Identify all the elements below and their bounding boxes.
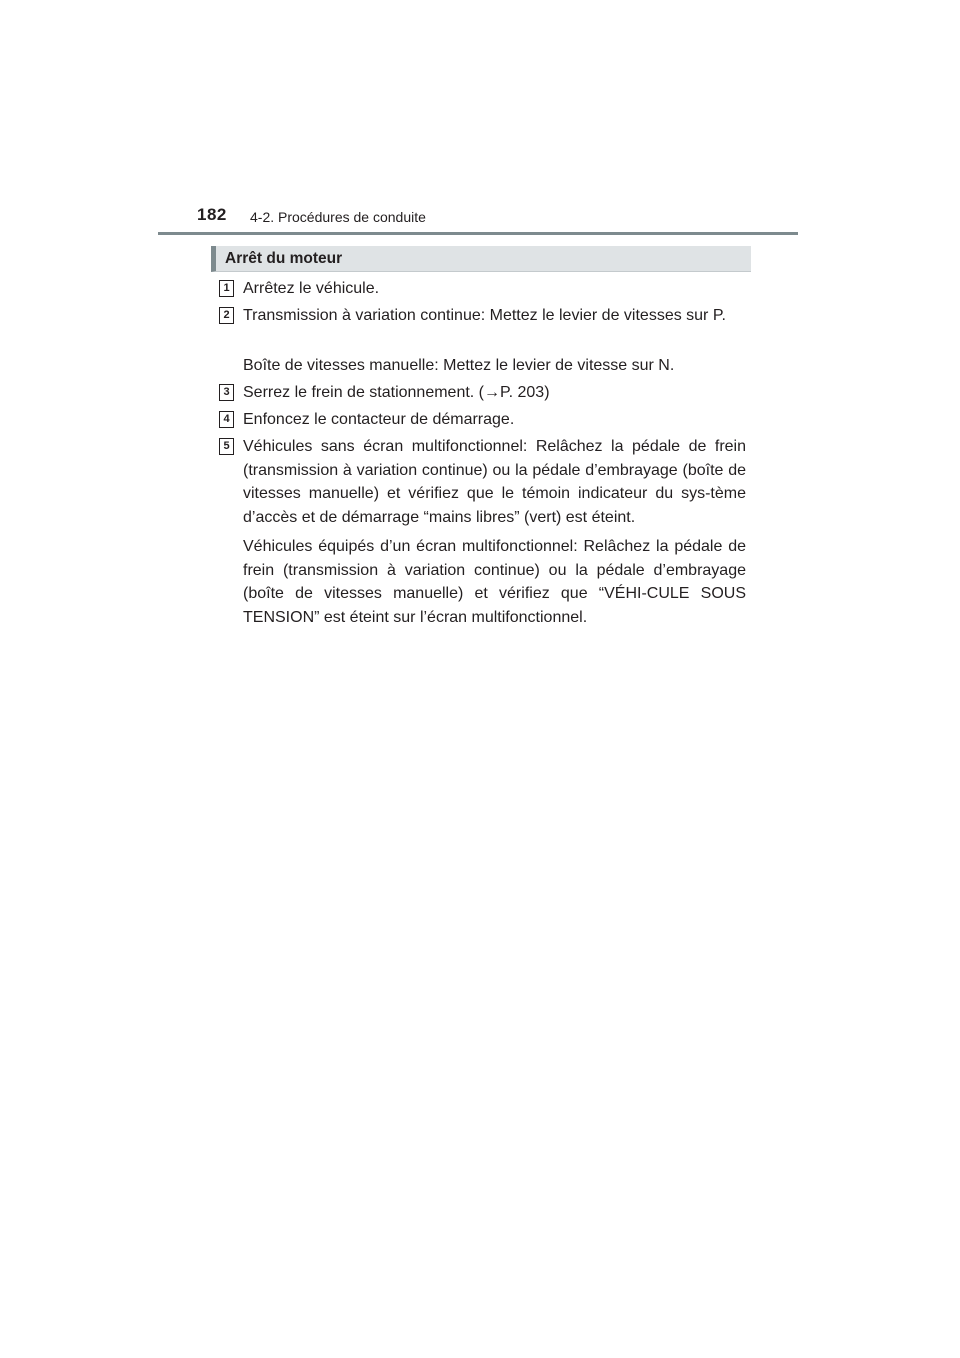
step-2-subtext: Boîte de vitesses manuelle: Mettez le levier de vitesse sur N. — [243, 357, 675, 374]
step-3-text: Serrez le frein de stationnement. (→P. 203) — [243, 384, 550, 401]
step-5-subtext: Véhicules équipés d’un écran multifonctionnel: Relâchez la pédale de frein (transmission à variation continue) ou la pédale d’embrayage (boîte de vitesses manuelle) et vérifiez que “VÉHI-CULE SOUS TENSION” est éteint sur l’écran multifonctionnel. — [243, 538, 746, 626]
step-3-badge: 3 — [219, 384, 234, 401]
step-1-badge: 1 — [219, 280, 234, 297]
header-divider — [158, 232, 798, 235]
step-5-text: Véhicules sans écran multifonctionnel: Relâchez la pédale de frein (transmission à variation continue) ou la pédale d’embrayage (boîte de vitesses manuelle) et vérifiez que le témoin indicateur du sys-tème d’accès et de démarrage “mains libres” (vert) est éteint. — [243, 438, 746, 526]
step-1-text: Arrêtez le véhicule. — [243, 280, 380, 297]
step-2-badge: 2 — [219, 307, 234, 324]
section-heading-text: Arrêt du moteur — [225, 250, 343, 267]
step-2-text: Transmission à variation continue: Mettez le levier de vitesses sur P. — [243, 307, 726, 324]
step-5-badge: 5 — [219, 438, 234, 455]
step-4-badge: 4 — [219, 411, 234, 428]
page-number: 182 — [197, 205, 227, 224]
section-heading — [211, 246, 751, 272]
step-4-text: Enfoncez le contacteur de démarrage. — [243, 411, 515, 428]
page-header-title: 4-2. Procédures de conduite — [250, 209, 426, 225]
